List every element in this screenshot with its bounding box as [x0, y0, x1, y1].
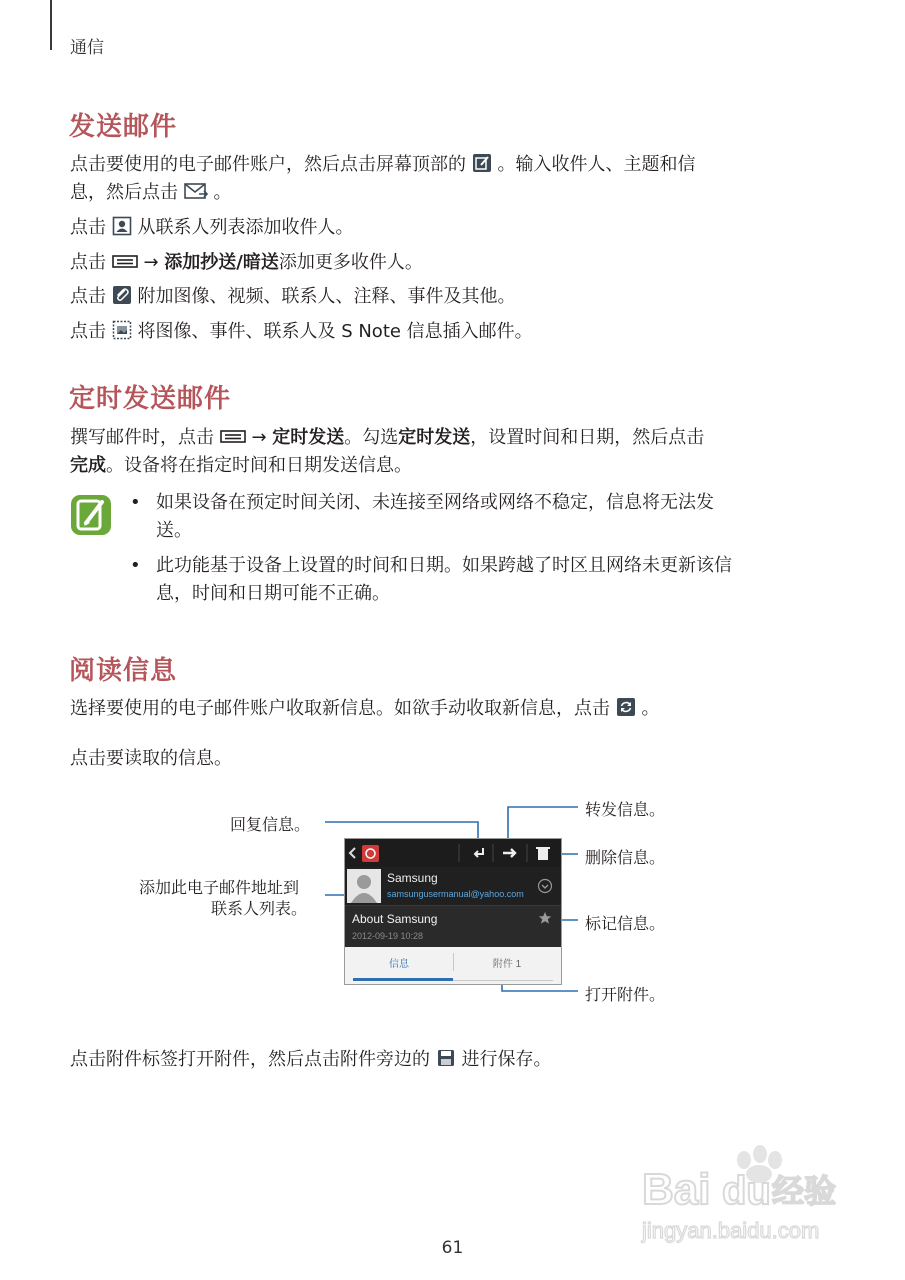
- text: 点击: [70, 286, 106, 307]
- callout-add-contact-line2: 联系人列表。: [211, 899, 308, 918]
- text: 。输入收件人、主题和信: [497, 154, 696, 175]
- callout-mark: 标记信息。: [585, 914, 666, 933]
- text: 点击: [70, 252, 106, 273]
- paragraph-read-3: [70, 1046, 551, 1074]
- tab-info[interactable]: 信息: [389, 959, 409, 970]
- callout-forward: 转发信息。: [585, 800, 666, 819]
- arrow: →: [251, 427, 267, 448]
- bullet-dot: •: [130, 492, 141, 513]
- sender-email: samsungusermanual@yahoo.com: [387, 889, 524, 899]
- email-view-screenshot: [344, 838, 562, 985]
- text: 附加图像、视频、联系人、注释、事件及其他。: [137, 286, 516, 307]
- text: 。勾选: [344, 427, 399, 448]
- sender-row[interactable]: [345, 867, 561, 905]
- paragraph-send-1-cont: [70, 179, 231, 207]
- section-title-send-email: 发送邮件: [69, 112, 178, 142]
- paragraph-schedule-2: [70, 452, 412, 480]
- baidu-jingyan-watermark-logo: [640, 1140, 860, 1250]
- menu-option-cc-bcc: 添加抄送/暗送: [164, 252, 279, 273]
- text: 进行保存。: [461, 1049, 552, 1070]
- paragraph-send-5: [70, 318, 533, 346]
- text: 撰写邮件时，点击: [70, 427, 214, 448]
- callout-reply: 回复信息。: [230, 815, 311, 834]
- action-bar: [345, 839, 561, 867]
- paragraph-read-1: [70, 695, 659, 723]
- svg-text:jingyan.baidu.com: jingyan.baidu.com: [642, 1218, 820, 1243]
- svg-text:du: du: [722, 1169, 771, 1213]
- text: 选择要使用的电子邮件账户收取新信息。如欲手动收取新信息，点击: [70, 698, 610, 719]
- menu-icon: [220, 426, 246, 446]
- text: 点击: [70, 321, 106, 342]
- sender-name: Samsung: [387, 871, 438, 885]
- text: 。: [641, 698, 660, 719]
- expand-chevron-icon[interactable]: [537, 878, 553, 894]
- text: 点击要使用的电子邮件账户，然后点击屏幕顶部的: [70, 154, 466, 175]
- callout-open-attachment: 打开附件。: [585, 985, 666, 1004]
- paragraph-send-2: [70, 214, 353, 242]
- bullet-dot: •: [130, 555, 141, 576]
- arrow: →: [143, 252, 159, 273]
- section-title-read-email: 阅读信息: [69, 656, 178, 686]
- done-label: 完成: [70, 455, 106, 476]
- text: 点击: [70, 217, 106, 238]
- callout-add-contact-line1: 添加此电子邮件地址到: [139, 878, 300, 897]
- note-bullet-2: [130, 552, 846, 608]
- note-icon: [69, 493, 113, 537]
- menu-icon: [112, 251, 138, 271]
- svg-text:Bai: Bai: [642, 1165, 711, 1214]
- subject-row: [345, 905, 561, 948]
- attach-icon: [112, 285, 132, 305]
- section-title-schedule-email: 定时发送邮件: [69, 384, 232, 414]
- tab-baseline: [453, 980, 553, 981]
- text: 从联系人列表添加收件人。: [137, 217, 354, 238]
- page-number: 61: [441, 1238, 464, 1258]
- note-bullet-1: [130, 489, 846, 545]
- bullet-line: 送。: [156, 520, 192, 541]
- text: 添加更多收件人。: [278, 252, 423, 273]
- insert-icon: [112, 320, 132, 340]
- paragraph-send-4: [70, 283, 515, 311]
- add-contact-avatar-icon[interactable]: [347, 869, 381, 903]
- save-icon: [436, 1048, 456, 1068]
- refresh-icon: [616, 697, 636, 717]
- tab-bar: [345, 947, 561, 984]
- text: ，设置时间和日期，然后点击: [470, 427, 705, 448]
- compose-icon: [472, 153, 492, 173]
- chapter-title: 通信: [70, 38, 104, 58]
- header-side-rule: [50, 0, 52, 50]
- paragraph-send-1: [70, 151, 695, 179]
- svg-text:经验: 经验: [772, 1172, 837, 1210]
- text: 。设备将在指定时间和日期发送信息。: [106, 455, 412, 476]
- paragraph-send-3: [70, 249, 423, 277]
- bullet-line: 此功能基于设备上设置的时间和日期。如果跨越了时区且网络未更新该信: [156, 555, 732, 576]
- email-datetime: 2012-09-19 10:28: [352, 931, 424, 941]
- tab-active-indicator: [353, 978, 453, 981]
- option-scheduled-send: 定时发送: [398, 427, 471, 448]
- menu-option-scheduled-send: 定时发送: [272, 427, 345, 448]
- callout-delete: 删除信息。: [585, 848, 666, 867]
- tab-attachment[interactable]: 附件 1: [492, 959, 522, 970]
- bullet-line: 如果设备在预定时间关闭、未连接至网络或网络不稳定，信息将无法发: [156, 492, 714, 513]
- email-subject: About Samsung: [352, 912, 438, 926]
- send-icon: [184, 181, 208, 201]
- paragraph-schedule-1: [70, 424, 704, 452]
- paragraph-read-2: 点击要读取的信息。: [70, 748, 232, 769]
- text: 息，然后点击: [70, 182, 178, 203]
- text: 将图像、事件、联系人及 S Note 信息插入邮件。: [137, 321, 533, 342]
- star-icon[interactable]: [538, 911, 552, 925]
- contact-icon: [112, 216, 132, 236]
- text: 点击附件标签打开附件，然后点击附件旁边的: [70, 1049, 430, 1070]
- bullet-line: 息，时间和日期可能不正确。: [156, 583, 390, 604]
- text: 。: [213, 182, 232, 203]
